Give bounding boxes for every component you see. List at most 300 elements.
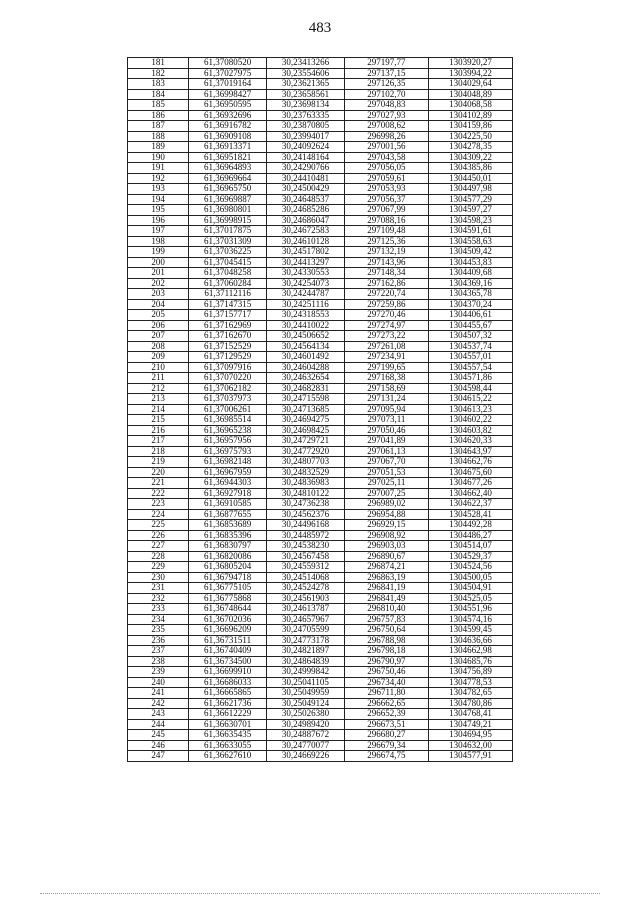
table-row: [128, 688, 513, 699]
point-number-cell: 223: [128, 499, 189, 510]
y-coordinate-cell: 1304537,74: [428, 341, 512, 352]
y-coordinate-cell: 1304509,42: [428, 247, 512, 258]
x-coordinate-cell: 297007,25: [344, 488, 428, 499]
latitude-cell: 61,37019164: [189, 79, 267, 90]
table-row: [128, 572, 513, 583]
point-number-cell: 216: [128, 425, 189, 436]
longitude-cell: 30,24713685: [267, 404, 345, 415]
table-row: [128, 499, 513, 510]
point-number-cell: 246: [128, 740, 189, 751]
table-row: [128, 751, 513, 762]
table-row: [128, 667, 513, 678]
table-row: [128, 299, 513, 310]
latitude-cell: 61,37036225: [189, 247, 267, 258]
point-number-cell: 232: [128, 593, 189, 604]
x-coordinate-cell: 297131,24: [344, 394, 428, 405]
y-coordinate-cell: 1304768,41: [428, 709, 512, 720]
latitude-cell: 61,36909108: [189, 131, 267, 142]
point-number-cell: 230: [128, 572, 189, 583]
x-coordinate-cell: 297197,77: [344, 58, 428, 69]
longitude-cell: 30,24413297: [267, 257, 345, 268]
point-number-cell: 212: [128, 383, 189, 394]
x-coordinate-cell: 297162,86: [344, 278, 428, 289]
point-number-cell: 187: [128, 121, 189, 132]
x-coordinate-cell: 297126,35: [344, 79, 428, 90]
table-row: [128, 268, 513, 279]
table-row: [128, 215, 513, 226]
table-row: [128, 709, 513, 720]
point-number-cell: 226: [128, 530, 189, 541]
x-coordinate-cell: 297109,48: [344, 226, 428, 237]
y-coordinate-cell: 1304662,98: [428, 646, 512, 657]
y-coordinate-cell: 1304677,26: [428, 478, 512, 489]
table-row: [128, 698, 513, 709]
y-coordinate-cell: 1304598,23: [428, 215, 512, 226]
x-coordinate-cell: 296674,75: [344, 751, 428, 762]
point-number-cell: 211: [128, 373, 189, 384]
x-coordinate-cell: 297132,19: [344, 247, 428, 258]
table-row: [128, 131, 513, 142]
y-coordinate-cell: 1304453,83: [428, 257, 512, 268]
point-number-cell: 241: [128, 688, 189, 699]
point-number-cell: 222: [128, 488, 189, 499]
y-coordinate-cell: 1304577,29: [428, 194, 512, 205]
point-number-cell: 238: [128, 656, 189, 667]
latitude-cell: 61,37048258: [189, 268, 267, 279]
x-coordinate-cell: 296750,64: [344, 625, 428, 636]
latitude-cell: 61,36967959: [189, 467, 267, 478]
y-coordinate-cell: 1304551,96: [428, 604, 512, 615]
latitude-cell: 61,37162670: [189, 331, 267, 342]
x-coordinate-cell: 296998,26: [344, 131, 428, 142]
x-coordinate-cell: 297027,93: [344, 110, 428, 121]
longitude-cell: 30,24514068: [267, 572, 345, 583]
x-coordinate-cell: 297056,05: [344, 163, 428, 174]
y-coordinate-cell: 1304450,01: [428, 173, 512, 184]
point-number-cell: 221: [128, 478, 189, 489]
longitude-cell: 30,24821897: [267, 646, 345, 657]
point-number-cell: 200: [128, 257, 189, 268]
latitude-cell: 61,36965750: [189, 184, 267, 195]
longitude-cell: 30,23554606: [267, 68, 345, 79]
longitude-cell: 30,24773178: [267, 635, 345, 646]
x-coordinate-cell: 296788,98: [344, 635, 428, 646]
latitude-cell: 61,37080520: [189, 58, 267, 69]
point-number-cell: 193: [128, 184, 189, 195]
longitude-cell: 30,25049124: [267, 698, 345, 709]
latitude-cell: 61,36980801: [189, 205, 267, 216]
longitude-cell: 30,24564134: [267, 341, 345, 352]
x-coordinate-cell: 296680,27: [344, 730, 428, 741]
latitude-cell: 61,37006261: [189, 404, 267, 415]
point-number-cell: 190: [128, 152, 189, 163]
table-row: [128, 541, 513, 552]
latitude-cell: 61,36877655: [189, 509, 267, 520]
point-number-cell: 192: [128, 173, 189, 184]
x-coordinate-cell: 296890,67: [344, 551, 428, 562]
latitude-cell: 61,36696209: [189, 625, 267, 636]
longitude-cell: 30,24254073: [267, 278, 345, 289]
y-coordinate-cell: 1304278,35: [428, 142, 512, 153]
y-coordinate-cell: 1304597,27: [428, 205, 512, 216]
y-coordinate-cell: 1304662,40: [428, 488, 512, 499]
x-coordinate-cell: 296929,15: [344, 520, 428, 531]
point-number-cell: 242: [128, 698, 189, 709]
point-number-cell: 182: [128, 68, 189, 79]
y-coordinate-cell: 1304632,00: [428, 740, 512, 751]
longitude-cell: 30,24092624: [267, 142, 345, 153]
x-coordinate-cell: 296903,03: [344, 541, 428, 552]
x-coordinate-cell: 296989,02: [344, 499, 428, 510]
y-coordinate-cell: 1304507,32: [428, 331, 512, 342]
latitude-cell: 61,36748644: [189, 604, 267, 615]
latitude-cell: 61,36775105: [189, 583, 267, 594]
point-number-cell: 205: [128, 310, 189, 321]
point-number-cell: 244: [128, 719, 189, 730]
x-coordinate-cell: 297220,74: [344, 289, 428, 300]
y-coordinate-cell: 1304591,61: [428, 226, 512, 237]
table-row: [128, 425, 513, 436]
point-number-cell: 199: [128, 247, 189, 258]
y-coordinate-cell: 1304309,22: [428, 152, 512, 163]
y-coordinate-cell: 1304577,91: [428, 751, 512, 762]
point-number-cell: 208: [128, 341, 189, 352]
x-coordinate-cell: 296810,40: [344, 604, 428, 615]
latitude-cell: 61,36951821: [189, 152, 267, 163]
longitude-cell: 30,23870805: [267, 121, 345, 132]
x-coordinate-cell: 296662,65: [344, 698, 428, 709]
longitude-cell: 30,24694275: [267, 415, 345, 426]
point-number-cell: 184: [128, 89, 189, 100]
x-coordinate-cell: 297274,97: [344, 320, 428, 331]
latitude-cell: 61,36969664: [189, 173, 267, 184]
latitude-cell: 61,36944303: [189, 478, 267, 489]
x-coordinate-cell: 296679,34: [344, 740, 428, 751]
table-row: [128, 677, 513, 688]
longitude-cell: 30,24290766: [267, 163, 345, 174]
latitude-cell: 61,37062182: [189, 383, 267, 394]
latitude-cell: 61,36998915: [189, 215, 267, 226]
table-row: [128, 467, 513, 478]
table-row: [128, 593, 513, 604]
table-row: [128, 79, 513, 90]
table-row: [128, 236, 513, 247]
point-number-cell: 218: [128, 446, 189, 457]
point-number-cell: 201: [128, 268, 189, 279]
point-number-cell: 239: [128, 667, 189, 678]
point-number-cell: 209: [128, 352, 189, 363]
longitude-cell: 30,24610128: [267, 236, 345, 247]
longitude-cell: 30,24836983: [267, 478, 345, 489]
longitude-cell: 30,24999842: [267, 667, 345, 678]
point-number-cell: 213: [128, 394, 189, 405]
longitude-cell: 30,24832529: [267, 467, 345, 478]
y-coordinate-cell: 1304571,86: [428, 373, 512, 384]
y-coordinate-cell: 1304159,86: [428, 121, 512, 132]
longitude-cell: 30,24887672: [267, 730, 345, 741]
point-number-cell: 189: [128, 142, 189, 153]
table-row: [128, 635, 513, 646]
latitude-cell: 61,36965238: [189, 425, 267, 436]
x-coordinate-cell: 297259,86: [344, 299, 428, 310]
longitude-cell: 30,24807703: [267, 457, 345, 468]
table-row: [128, 352, 513, 363]
y-coordinate-cell: 1304675,60: [428, 467, 512, 478]
longitude-cell: 30,24601492: [267, 352, 345, 363]
x-coordinate-cell: 297073,11: [344, 415, 428, 426]
point-number-cell: 235: [128, 625, 189, 636]
table-row: [128, 614, 513, 625]
point-number-cell: 236: [128, 635, 189, 646]
latitude-cell: 61,36957956: [189, 436, 267, 447]
y-coordinate-cell: 1304409,68: [428, 268, 512, 279]
table-row: [128, 278, 513, 289]
latitude-cell: 61,36835396: [189, 530, 267, 541]
latitude-cell: 61,36975793: [189, 446, 267, 457]
x-coordinate-cell: 297273,22: [344, 331, 428, 342]
latitude-cell: 61,37157717: [189, 310, 267, 321]
point-number-cell: 195: [128, 205, 189, 216]
point-number-cell: 185: [128, 100, 189, 111]
longitude-cell: 30,24613787: [267, 604, 345, 615]
table-row: [128, 194, 513, 205]
point-number-cell: 214: [128, 404, 189, 415]
latitude-cell: 61,37097916: [189, 362, 267, 373]
table-row: [128, 257, 513, 268]
page-number: 483: [308, 20, 332, 36]
longitude-cell: 30,24244787: [267, 289, 345, 300]
point-number-cell: 234: [128, 614, 189, 625]
latitude-cell: 61,36630701: [189, 719, 267, 730]
y-coordinate-cell: 1304749,21: [428, 719, 512, 730]
latitude-cell: 61,36740409: [189, 646, 267, 657]
x-coordinate-cell: 297025,11: [344, 478, 428, 489]
longitude-cell: 30,23621365: [267, 79, 345, 90]
y-coordinate-cell: 1304636,66: [428, 635, 512, 646]
x-coordinate-cell: 297067,70: [344, 457, 428, 468]
latitude-cell: 61,37017875: [189, 226, 267, 237]
table-row: [128, 394, 513, 405]
y-coordinate-cell: 1304557,01: [428, 352, 512, 363]
latitude-cell: 61,36665865: [189, 688, 267, 699]
longitude-cell: 30,24604288: [267, 362, 345, 373]
point-number-cell: 224: [128, 509, 189, 520]
table-row: [128, 320, 513, 331]
x-coordinate-cell: 297199,65: [344, 362, 428, 373]
latitude-cell: 61,36830797: [189, 541, 267, 552]
latitude-cell: 61,36633055: [189, 740, 267, 751]
latitude-cell: 61,37152529: [189, 341, 267, 352]
longitude-cell: 30,24736238: [267, 499, 345, 510]
longitude-cell: 30,24669226: [267, 751, 345, 762]
latitude-cell: 61,37060284: [189, 278, 267, 289]
latitude-cell: 61,37112116: [189, 289, 267, 300]
x-coordinate-cell: 297048,83: [344, 100, 428, 111]
y-coordinate-cell: 1304504,91: [428, 583, 512, 594]
point-number-cell: 197: [128, 226, 189, 237]
latitude-cell: 61,36627610: [189, 751, 267, 762]
longitude-cell: 30,24632654: [267, 373, 345, 384]
y-coordinate-cell: 1304557,54: [428, 362, 512, 373]
table-row: [128, 226, 513, 237]
table-row: [128, 415, 513, 426]
x-coordinate-cell: 296757,83: [344, 614, 428, 625]
longitude-cell: 30,24148164: [267, 152, 345, 163]
longitude-cell: 30,24410481: [267, 173, 345, 184]
point-number-cell: 203: [128, 289, 189, 300]
longitude-cell: 30,24685286: [267, 205, 345, 216]
x-coordinate-cell: 297143,96: [344, 257, 428, 268]
point-number-cell: 228: [128, 551, 189, 562]
longitude-cell: 30,24559312: [267, 562, 345, 573]
table-row: [128, 247, 513, 258]
latitude-cell: 61,36621736: [189, 698, 267, 709]
y-coordinate-cell: 1304615,22: [428, 394, 512, 405]
longitude-cell: 30,24772920: [267, 446, 345, 457]
point-number-cell: 233: [128, 604, 189, 615]
latitude-cell: 61,37147315: [189, 299, 267, 310]
point-number-cell: 231: [128, 583, 189, 594]
longitude-cell: 30,24648537: [267, 194, 345, 205]
y-coordinate-cell: 1304525,05: [428, 593, 512, 604]
point-number-cell: 207: [128, 331, 189, 342]
y-coordinate-cell: 1303920,27: [428, 58, 512, 69]
latitude-cell: 61,37031309: [189, 236, 267, 247]
table-row: [128, 509, 513, 520]
table-row: [128, 331, 513, 342]
table-row: [128, 89, 513, 100]
x-coordinate-cell: 296750,46: [344, 667, 428, 678]
point-number-cell: 206: [128, 320, 189, 331]
longitude-cell: 30,24485972: [267, 530, 345, 541]
latitude-cell: 61,36916782: [189, 121, 267, 132]
table-row: [128, 341, 513, 352]
table-row: [128, 604, 513, 615]
y-coordinate-cell: 1304500,05: [428, 572, 512, 583]
x-coordinate-cell: 296734,40: [344, 677, 428, 688]
x-coordinate-cell: 297056,37: [344, 194, 428, 205]
point-number-cell: 188: [128, 131, 189, 142]
latitude-cell: 61,36932696: [189, 110, 267, 121]
x-coordinate-cell: 297001,56: [344, 142, 428, 153]
latitude-cell: 61,37027975: [189, 68, 267, 79]
x-coordinate-cell: 297158,69: [344, 383, 428, 394]
longitude-cell: 30,24561903: [267, 593, 345, 604]
longitude-cell: 30,23698134: [267, 100, 345, 111]
table-row: [128, 730, 513, 741]
x-coordinate-cell: 297043,58: [344, 152, 428, 163]
point-number-cell: 196: [128, 215, 189, 226]
point-number-cell: 229: [128, 562, 189, 573]
longitude-cell: 30,24686047: [267, 215, 345, 226]
longitude-cell: 30,25026380: [267, 709, 345, 720]
point-number-cell: 215: [128, 415, 189, 426]
longitude-cell: 30,24251116: [267, 299, 345, 310]
longitude-cell: 30,24496168: [267, 520, 345, 531]
longitude-cell: 30,24500429: [267, 184, 345, 195]
x-coordinate-cell: 296874,21: [344, 562, 428, 573]
latitude-cell: 61,37070220: [189, 373, 267, 384]
y-coordinate-cell: 1304514,07: [428, 541, 512, 552]
x-coordinate-cell: 297008,62: [344, 121, 428, 132]
y-coordinate-cell: 1304756,89: [428, 667, 512, 678]
longitude-cell: 30,24567458: [267, 551, 345, 562]
y-coordinate-cell: 1304782,65: [428, 688, 512, 699]
longitude-cell: 30,24538230: [267, 541, 345, 552]
table-row: [128, 520, 513, 531]
y-coordinate-cell: 1304778,53: [428, 677, 512, 688]
table-row: [128, 362, 513, 373]
table-row: [128, 100, 513, 111]
longitude-cell: 30,23994017: [267, 131, 345, 142]
longitude-cell: 30,24864839: [267, 656, 345, 667]
x-coordinate-cell: 297148,34: [344, 268, 428, 279]
latitude-cell: 61,36969887: [189, 194, 267, 205]
longitude-cell: 30,24410022: [267, 320, 345, 331]
table-row: [128, 551, 513, 562]
table-row: [128, 656, 513, 667]
point-number-cell: 245: [128, 730, 189, 741]
longitude-cell: 30,23658561: [267, 89, 345, 100]
longitude-cell: 30,24517802: [267, 247, 345, 258]
table-row: [128, 562, 513, 573]
point-number-cell: 186: [128, 110, 189, 121]
y-coordinate-cell: 1304524,56: [428, 562, 512, 573]
table-row: [128, 646, 513, 657]
x-coordinate-cell: 296798,18: [344, 646, 428, 657]
y-coordinate-cell: 1304406,61: [428, 310, 512, 321]
y-coordinate-cell: 1304622,37: [428, 499, 512, 510]
y-coordinate-cell: 1304574,16: [428, 614, 512, 625]
x-coordinate-cell: 296652,39: [344, 709, 428, 720]
y-coordinate-cell: 1304529,37: [428, 551, 512, 562]
y-coordinate-cell: 1304662,76: [428, 457, 512, 468]
longitude-cell: 30,24705599: [267, 625, 345, 636]
y-coordinate-cell: 1304620,33: [428, 436, 512, 447]
x-coordinate-cell: 297088,16: [344, 215, 428, 226]
latitude-cell: 61,36982148: [189, 457, 267, 468]
x-coordinate-cell: 297053,93: [344, 184, 428, 195]
table-row: [128, 110, 513, 121]
latitude-cell: 61,36612229: [189, 709, 267, 720]
point-number-cell: 210: [128, 362, 189, 373]
longitude-cell: 30,24698425: [267, 425, 345, 436]
y-coordinate-cell: 1304685,76: [428, 656, 512, 667]
table-row: [128, 719, 513, 730]
longitude-cell: 30,24506652: [267, 331, 345, 342]
table-row: [128, 530, 513, 541]
y-coordinate-cell: 1304603,82: [428, 425, 512, 436]
x-coordinate-cell: 296790,97: [344, 656, 428, 667]
latitude-cell: 61,36910585: [189, 499, 267, 510]
y-coordinate-cell: 1304602,22: [428, 415, 512, 426]
table-row: [128, 68, 513, 79]
latitude-cell: 61,36635435: [189, 730, 267, 741]
latitude-cell: 61,36985514: [189, 415, 267, 426]
point-number-cell: 191: [128, 163, 189, 174]
latitude-cell: 61,36794718: [189, 572, 267, 583]
x-coordinate-cell: 297095,94: [344, 404, 428, 415]
point-number-cell: 183: [128, 79, 189, 90]
point-number-cell: 220: [128, 467, 189, 478]
x-coordinate-cell: 297261,08: [344, 341, 428, 352]
table-row: [128, 457, 513, 468]
y-coordinate-cell: 1304068,58: [428, 100, 512, 111]
latitude-cell: 61,36820086: [189, 551, 267, 562]
latitude-cell: 61,36731511: [189, 635, 267, 646]
y-coordinate-cell: 1304599,45: [428, 625, 512, 636]
x-coordinate-cell: 297050,46: [344, 425, 428, 436]
